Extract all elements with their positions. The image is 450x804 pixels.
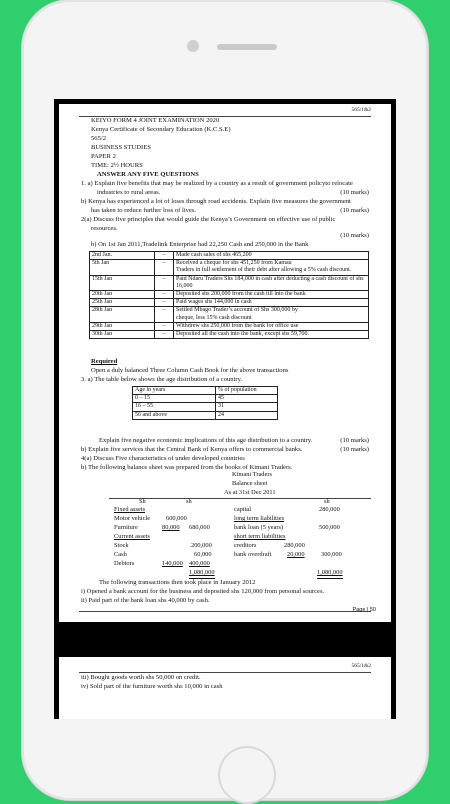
bs-capital: capital [234,506,252,513]
exam-time: TIME: 2½ HOURS [91,162,143,169]
table-cell: 31 [216,403,278,411]
page-ref: 565/1&2 [351,107,371,113]
table-row [90,299,369,307]
table-cell: – [155,275,174,290]
table-cell: 25th Jan [90,299,155,307]
bs-right-total: 1,080,000 [317,569,343,579]
question-3a: 3. a) The table below shows the age distribution of a country. [81,376,243,383]
bs-furniture-v1: 80,000 [162,524,180,531]
table-cell: 15th Jan [90,275,155,290]
table-cell: – [155,252,174,260]
item-iii: iii) Bought goods worth shs 50,000 on credit. [81,674,201,681]
item-i: i) Opened a bank account for the business and deposited shs 120,000 from personal sources. [81,588,325,595]
table-row [133,387,278,395]
bs-overdraft: bank overdraft [234,551,272,558]
table-row [90,260,369,275]
bs-current-assets: Current assets [114,533,151,540]
bs-capital-value: 280,000 [319,506,340,513]
question-3a-text: Explain five negative economic implications of this age distribution to a country. [99,437,313,444]
bs-bank-loan-value: 500,000 [319,524,340,531]
bs-stock: Stock [114,542,129,549]
question-2b: b) On 1st Jan 2011,Tradelink Enterprise had 22,250 Cash and 250,000 in the Bank [91,241,309,248]
required-text: Open a duly balanced Three Column Cash Book for the above transactions [91,367,289,374]
page-footer: Page | 50 [352,606,376,613]
question-1a: 1. a) Explain five benefits that may be realized by a country as a result of government policyto relocate [81,180,353,187]
bs-furniture-v2: 680,000 [189,524,210,531]
table-cell: 0 – 15 [133,395,216,403]
bs-stock-value: 200,000 [191,542,212,549]
document-page-2 [59,657,391,719]
bs-fixed-assets: Fixed assets [114,506,146,513]
bs-cash-value: 60,000 [194,551,212,558]
table-cell: Paid wages shs 144,000 in cash [174,299,369,307]
required-heading: Required [91,358,118,365]
bs-subtitle: Balance sheet [232,480,268,487]
bs-left-total: 1,080,000 [189,569,215,579]
table-cell: Withdrew shs 250,000 from the bank for office use [174,322,369,330]
document-page-1 [59,104,391,622]
table-cell: – [155,290,174,298]
table-cell: 45 [216,395,278,403]
table-cell: – [155,260,174,275]
table-row [90,322,369,330]
home-button[interactable] [218,746,276,804]
question-4a: 4(a) Discuss Five characteristics of under developed countries [81,455,245,462]
table-cell: Deposited all the cash into the bank, except shs 59,700. [174,330,369,338]
following-text: The following transactions then took place in January 2012 [99,579,256,586]
transactions-table [89,251,369,339]
question-2a-cont: resources. [91,225,118,232]
marks-1a: (10 marks) [340,189,369,196]
table-row [90,307,369,322]
subject: BUSINESS STUDIES [91,144,151,151]
document-viewer[interactable] [54,99,396,719]
table-cell: 56 and above [133,411,216,419]
bs-date: As at 31st Dec 2011 [224,489,276,496]
bs-overdraft-v2: 300,000 [321,551,342,558]
speaker-grille [217,44,277,50]
table-cell: Settled Mbago Trader’s account of Shs 300,000 by cheque, less 15% cash discount [174,307,369,322]
bs-motor-vehicle-value: 600,000 [166,515,187,522]
question-3b: b) Explain five services that the Central Bank of Kenya offers to commercial banks. [81,446,303,453]
bs-debtors-v1: 140,000 [162,560,183,567]
bs-rule [109,498,371,499]
item-iv: iv) Sold part of the furniture worth shs 10,000 in cash [81,683,223,690]
question-1a-cont: industries to rural areas. [97,189,161,196]
item-ii: ii) Paid part of the bank loan shs 40,000 by cash. [81,597,210,604]
question-4b: b) The following balance sheet was prepared from the books of Kimani Traders. [81,464,293,471]
bs-overdraft-v1: 20,000 [287,551,305,558]
table-row [90,252,369,260]
footer-rule [79,611,371,612]
page-ref: 565/1&2 [351,663,371,669]
bs-debtors: Debtors [114,560,135,567]
table-cell: Made cash sales of shs 465,200 [174,252,369,260]
question-1b-cont: has taken to reduce further loss of lives. [91,207,197,214]
question-2a: 2(a) Discuss five principles that would guide the Kenya’s Government on effective use of public [81,216,336,223]
bs-creditors-value: 280,000 [284,542,305,549]
table-cell: – [155,299,174,307]
bs-furniture: Furniture [114,524,138,531]
table-row [90,330,369,338]
bs-debtors-v2: 400,000 [189,560,210,567]
table-header: Age in years [133,387,216,395]
question-1b: b) Kenya has experienced a lot of loses through road accidents. Explain five measures the government [81,198,351,205]
table-cell: 30th Jan [90,330,155,338]
bs-col-sh: Sh [139,498,146,505]
marks-3b: (10 marks) [340,446,369,453]
bs-col-sh3: sh [324,498,330,505]
table-row [90,275,369,290]
bs-cash: Cash [114,551,127,558]
marks-3a: (10 marks) [340,437,369,444]
exam-title: KEIYO FORM 4 JOINT EXAMINATION 2020 [91,117,220,124]
exam-subtitle: Kenya Certificate of Secondary Education (K.C.S.E) [91,126,231,133]
bs-col-sh2: sh [186,498,192,505]
table-row [133,403,278,411]
table-row [133,411,278,419]
table-cell: 28th Jan [90,307,155,322]
table-cell: – [155,330,174,338]
paper-code: 565/2 [91,135,107,142]
bs-motor-vehicle: Motor vehicle [114,515,151,522]
table-cell: 24 [216,411,278,419]
table-cell: Received a cheque for shs 451,250 from Kamau Traders in full settlement of their debt after allowing a 5% cash discount. [174,260,369,275]
bs-creditors: creditors [234,542,257,549]
table-row [133,395,278,403]
instruction: ANSWER ANY FIVE QUESTIONS [97,171,199,178]
table-cell: Deposited shs 200,000 from the cash till into the bank [174,290,369,298]
camera-icon [187,40,199,52]
table-header: % of population [216,387,278,395]
table-cell: 2nd Jan. [90,252,155,260]
bs-bank-loan: bank loan (5 years) [234,524,284,531]
marks-1b: (10 marks) [340,207,369,214]
header-rule [79,672,371,673]
table-cell: Paid Ndaru Traders Shs 184,000 in cash after deducting a cash discount of shs 16,000 [174,275,369,290]
age-table [132,386,278,420]
paper-number: PAPER 2 [91,153,116,160]
table-cell: 20th Jan [90,290,155,298]
table-cell: 5th Jan [90,260,155,275]
table-cell: 16 – 55 [133,403,216,411]
table-cell: – [155,307,174,322]
bs-title: Kimani Traders [232,471,272,478]
table-cell: 29th Jan [90,322,155,330]
bs-short-term: short term liabilities [234,533,286,540]
table-cell: – [155,322,174,330]
table-row [90,290,369,298]
bs-long-term: long term liabilities [234,515,285,522]
marks-2a: (10 marks) [340,232,369,239]
